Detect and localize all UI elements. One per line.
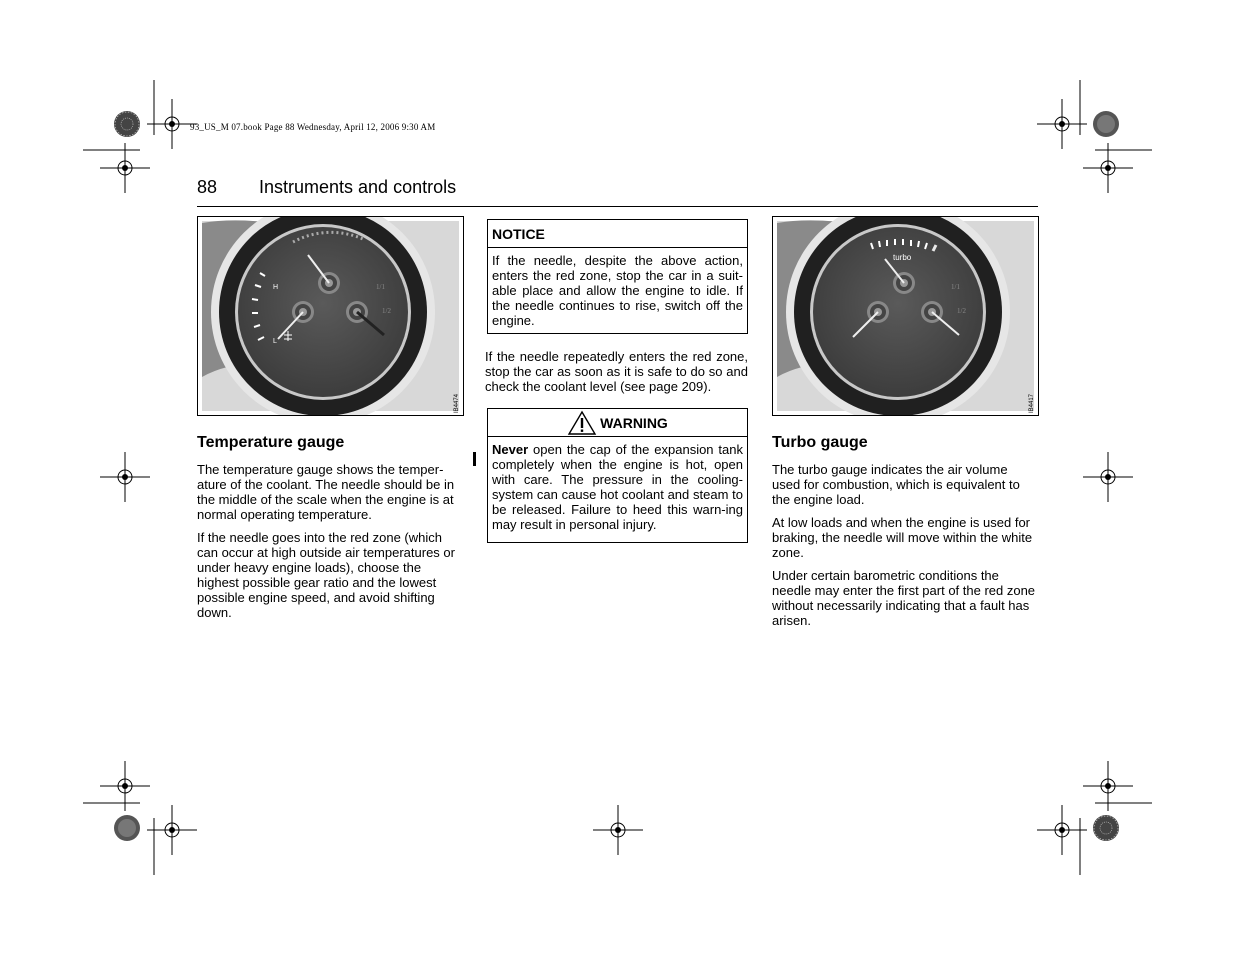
page-title: Instruments and controls bbox=[259, 177, 457, 197]
turbo-gauge-figure bbox=[772, 216, 1039, 416]
body-paragraph: If the needle repeatedly enters the red zone, stop the car as soon as it is safe to do so and check the coolant level (see page 209). bbox=[485, 349, 748, 394]
left-column bbox=[197, 434, 462, 620]
notice-body: If the needle, despite the above action, enters the red zone, stop the car in a suit-able place and allow the engine to idle. If the needle continues to rise, switch off the engine. bbox=[492, 253, 743, 328]
warning-text: open the cap of the expansion tank completely when the engine is hot, open with care. The pressure in the cooling-system can cause hot coolant and steam to be released. Failure to heed this warn-ing may result in personal injury. bbox=[492, 442, 743, 532]
temperature-gauge-figure bbox=[197, 216, 464, 416]
body-paragraph: If the needle goes into the red zone (which can occur at high outside air temperatures or under heavy engine loads), choose the highest possible gear ratio and the lowest possible engine speed, and avoid shifting down. bbox=[197, 530, 455, 620]
body-paragraph: The turbo gauge indicates the air volume used for combustion, which is equivalent to the engine load. bbox=[772, 462, 1020, 507]
print-slug: 93_US_M 07.book Page 88 Wednesday, April 12, 2006 9:30 AM bbox=[190, 122, 436, 132]
warning-box bbox=[487, 408, 748, 543]
right-column bbox=[772, 434, 1037, 628]
warning-lead: Never bbox=[492, 442, 529, 457]
warning-header bbox=[488, 409, 747, 437]
gauge-label-1-2: 1/2 bbox=[957, 307, 966, 315]
gauge-label-turbo: turbo bbox=[893, 253, 912, 262]
gauge-label-low: L bbox=[273, 338, 277, 345]
gauge-label-1-1: 1/1 bbox=[376, 283, 385, 291]
gauge-label-1-2: 1/2 bbox=[382, 307, 391, 315]
body-paragraph: At low loads and when the engine is used for braking, the needle will move within the white zone. bbox=[772, 515, 1033, 560]
gauge-label-1-1: 1/1 bbox=[951, 283, 960, 291]
warning-body bbox=[488, 437, 747, 536]
figure-code: IB4474 bbox=[454, 393, 460, 413]
section-heading-temperature-gauge: Temperature gauge bbox=[197, 434, 345, 451]
figure-code: IB4417 bbox=[1029, 393, 1035, 413]
notice-box bbox=[487, 219, 748, 334]
change-bar bbox=[473, 452, 476, 466]
section-heading-turbo-gauge: Turbo gauge bbox=[772, 434, 868, 451]
body-paragraph: The temperature gauge shows the temper-ature of the coolant. The needle should be in the middle of the scale when the engine is at normal operating temperature. bbox=[197, 462, 455, 522]
notice-title: NOTICE bbox=[488, 220, 747, 248]
warning-title: WARNING bbox=[600, 414, 668, 431]
header-rule bbox=[197, 206, 1038, 207]
warning-triangle-icon bbox=[567, 410, 597, 436]
gauge-label-hot: H bbox=[273, 284, 279, 291]
body-paragraph: Under certain barometric conditions the needle may enter the first part of the red zone without necessarily indicating that a fault has arisen. bbox=[772, 568, 1036, 628]
page-number: 88 bbox=[197, 177, 218, 197]
